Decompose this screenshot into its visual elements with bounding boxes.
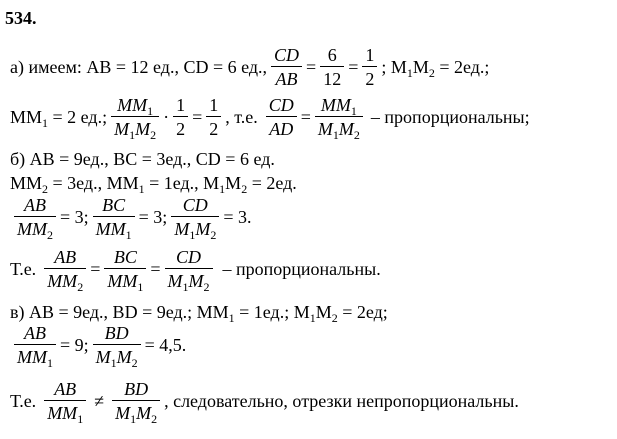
fraction-denominator xyxy=(112,401,160,426)
fraction-denominator: AD xyxy=(269,119,294,139)
subscript: 1 xyxy=(129,128,136,142)
subscript: 1 xyxy=(228,311,235,325)
segments-text xyxy=(10,173,297,196)
equals-value: = 4,5. xyxy=(144,335,187,355)
subscript: 1 xyxy=(406,66,413,80)
text: MM xyxy=(47,271,78,291)
subscript: 1 xyxy=(130,412,137,426)
subscript: 1 xyxy=(309,311,316,325)
text: MM xyxy=(17,219,47,239)
fraction-1-over-2 xyxy=(206,96,221,138)
text: M xyxy=(315,302,332,322)
text: = 1ед.; M xyxy=(234,302,310,322)
subscript: 1 xyxy=(125,228,132,242)
text: M xyxy=(95,347,111,367)
text: M xyxy=(195,219,211,239)
subscript: 1 xyxy=(42,116,49,130)
fraction-numerator: 1 xyxy=(176,95,186,115)
fraction-denominator xyxy=(93,345,141,370)
subscript: 1 xyxy=(182,280,189,294)
fraction-numerator: 6 xyxy=(327,45,337,65)
equals-value: = 9; xyxy=(60,335,89,355)
text: M xyxy=(167,271,183,291)
fraction-mm1-over-m1m2 xyxy=(111,95,159,142)
line-a-prefix: а) имеем: AB = 12 ед., CD = 6 ед., xyxy=(10,57,268,77)
fraction-numerator: BD xyxy=(104,323,129,343)
multiplication-dot: · xyxy=(163,107,170,127)
text: M xyxy=(135,119,151,139)
equals-sign: = xyxy=(192,107,203,127)
m1m2-statement xyxy=(381,57,490,80)
fraction-bc-over-mm1 xyxy=(104,247,146,294)
line-b-segments xyxy=(10,173,297,196)
equals-sign: = xyxy=(90,259,101,279)
fraction-numerator: BC xyxy=(102,195,126,215)
equals-sign: = xyxy=(150,259,161,279)
fraction-ab-over-mm1 xyxy=(14,323,56,370)
fraction-denominator: 2 xyxy=(176,119,186,139)
line-b-conclusion xyxy=(10,247,381,294)
subscript: 1 xyxy=(77,412,84,426)
text: = 2 ед.; xyxy=(48,107,108,127)
fraction-denominator: 12 xyxy=(323,69,342,89)
fraction-denominator xyxy=(93,217,135,242)
text: M xyxy=(338,119,354,139)
line-c-text xyxy=(10,302,388,325)
fraction-bd-over-m1m2 xyxy=(112,379,160,426)
fraction-numerator: BC xyxy=(113,247,137,267)
nonproportional-text: , следовательно, отрезки непропорциональны. xyxy=(164,391,519,411)
subscript: 1 xyxy=(350,104,357,118)
fraction-denominator xyxy=(14,345,56,370)
fraction-numerator: 1 xyxy=(365,45,375,65)
subscript: 2 xyxy=(331,311,338,325)
fraction-denominator xyxy=(44,269,86,294)
line-c-ratios xyxy=(10,323,187,370)
line-c-given xyxy=(10,302,388,325)
text: MM xyxy=(10,107,43,127)
fraction-1-over-2 xyxy=(362,46,377,88)
text: ; M xyxy=(381,57,407,77)
fraction-numerator xyxy=(318,96,360,116)
fraction-mm1-over-m1m2 xyxy=(315,95,363,142)
fraction-ab-over-mm2 xyxy=(14,195,56,242)
fraction-numerator: CD xyxy=(274,45,300,65)
text: MM xyxy=(95,219,126,239)
text: MM xyxy=(117,95,148,115)
line-a-given xyxy=(10,46,489,88)
proportional-text: – пропорциональны. xyxy=(222,259,381,279)
subscript: 1 xyxy=(147,104,154,118)
subscript: 2 xyxy=(150,128,157,142)
text: MM xyxy=(107,271,138,291)
subscript: 2 xyxy=(353,128,360,142)
line-b-text: б) AB = 9ед., BC = 3ед., CD = 6 ед. xyxy=(10,149,275,169)
text: M xyxy=(114,119,130,139)
fraction-1-over-2 xyxy=(173,96,188,138)
equals-value: = 3; xyxy=(60,207,89,227)
text: M xyxy=(225,173,242,193)
that-is-text: Т.е. xyxy=(10,391,37,411)
text: M xyxy=(412,57,429,77)
fraction-ab-over-mm1 xyxy=(44,379,86,426)
equals-value: = 3; xyxy=(138,207,168,227)
fraction-bd-over-m1m2 xyxy=(93,323,141,370)
line-b-given xyxy=(10,150,275,168)
fraction-denominator xyxy=(104,269,146,294)
text: M xyxy=(188,271,204,291)
fraction-denominator xyxy=(44,401,86,426)
subscript: 1 xyxy=(332,128,339,142)
fraction-numerator: CD xyxy=(268,95,294,115)
text: MM xyxy=(320,95,351,115)
not-equal-sign: ≠ xyxy=(94,391,105,411)
fraction-cd-over-ad xyxy=(266,96,297,138)
text: MM xyxy=(47,403,78,423)
fraction-ab-over-mm2 xyxy=(44,247,86,294)
fraction-denominator xyxy=(111,117,159,142)
text: = 3ед., MM xyxy=(48,173,139,193)
fraction-denominator xyxy=(14,217,56,242)
fraction-numerator: AB xyxy=(54,379,77,399)
fraction-denominator: AB xyxy=(275,69,298,89)
subscript: 1 xyxy=(47,356,53,370)
fraction-numerator: CD xyxy=(175,247,201,267)
subscript: 2 xyxy=(47,228,53,242)
line-a-ratio xyxy=(10,95,530,142)
fraction-6-over-12 xyxy=(320,46,344,88)
that-is-text: Т.е. xyxy=(10,259,37,279)
fraction-cd-over-ab xyxy=(271,46,302,88)
subscript: 2 xyxy=(210,228,217,242)
subscript: 2 xyxy=(203,280,210,294)
text: M xyxy=(317,119,333,139)
fraction-denominator xyxy=(171,217,219,242)
fraction-bc-over-mm1 xyxy=(93,195,135,242)
fraction-denominator: 2 xyxy=(209,119,219,139)
text: в) AB = 9ед., BD = 9ед.; MM xyxy=(10,302,229,322)
text: = 2ед.; xyxy=(434,57,490,77)
fraction-denominator: 2 xyxy=(365,69,375,89)
problem-number: 534. xyxy=(5,8,37,28)
text: MM xyxy=(10,173,43,193)
subscript: 2 xyxy=(241,182,248,196)
subscript: 2 xyxy=(428,66,435,80)
that-is-text: , т.е. xyxy=(225,107,258,127)
subscript: 1 xyxy=(219,182,226,196)
subscript: 2 xyxy=(151,412,158,426)
fraction-numerator xyxy=(114,96,156,116)
line-c-conclusion xyxy=(10,379,519,426)
proportional-text: – пропорциональны; xyxy=(370,107,530,127)
equals-sign: = xyxy=(348,57,359,77)
fraction-denominator xyxy=(165,269,213,294)
subscript: 2 xyxy=(77,280,84,294)
fraction-cd-over-m1m2 xyxy=(165,247,213,294)
subscript: 2 xyxy=(131,356,138,370)
text: = 2ед. xyxy=(247,173,297,193)
mm1-statement xyxy=(10,107,108,130)
text: M xyxy=(174,219,190,239)
equals-sign: = xyxy=(300,107,311,127)
fraction-numerator: AB xyxy=(24,195,46,215)
equals-value: = 3. xyxy=(223,207,252,227)
text: M xyxy=(136,403,152,423)
subscript: 1 xyxy=(138,182,145,196)
text: MM xyxy=(17,347,47,367)
text: M xyxy=(116,347,132,367)
fraction-cd-over-m1m2 xyxy=(171,195,219,242)
subscript: 1 xyxy=(137,280,144,294)
equals-sign: = xyxy=(306,57,317,77)
text: M xyxy=(115,403,131,423)
fraction-numerator: BD xyxy=(124,379,149,399)
fraction-numerator: AB xyxy=(24,323,46,343)
text: = 1ед., M xyxy=(144,173,220,193)
line-b-ratios xyxy=(10,195,252,242)
text: = 2ед; xyxy=(337,302,388,322)
subscript: 1 xyxy=(189,228,196,242)
fraction-numerator: 1 xyxy=(209,95,219,115)
fraction-denominator xyxy=(315,117,363,142)
subscript: 1 xyxy=(110,356,117,370)
fraction-numerator: CD xyxy=(182,195,208,215)
subscript: 2 xyxy=(42,182,49,196)
fraction-numerator: AB xyxy=(54,247,77,267)
